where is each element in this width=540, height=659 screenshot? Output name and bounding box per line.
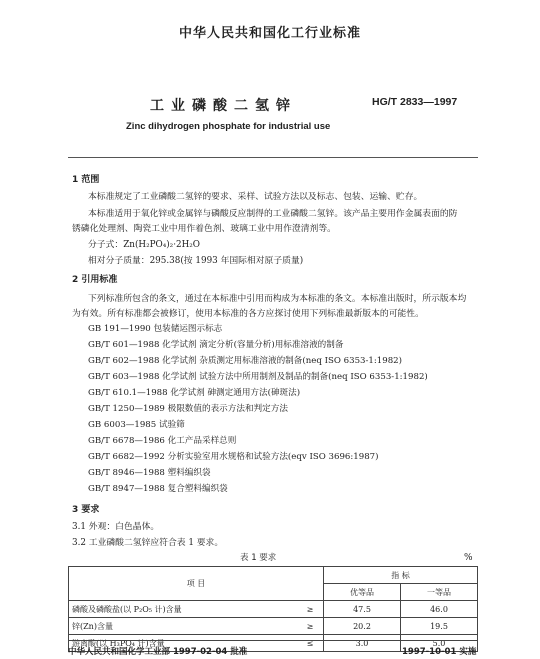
ref-item: GB/T 610.1—1988 化学试剂 砷测定通用方法(砷斑法) [88, 388, 301, 398]
col-header-superior: 优等品 [324, 584, 401, 601]
effective-date: 1997-10-01 实施 [402, 647, 477, 657]
ref-item: GB/T 1250—1989 极限数值的表示方法和判定方法 [88, 404, 288, 414]
table1-unit: % [464, 553, 473, 563]
row-first: 5.0 [401, 635, 478, 652]
ref-item: GB/T 8947—1988 复合塑料编织袋 [88, 484, 228, 494]
ref-item: GB/T 601—1988 化学试剂 滴定分析(容量分析)用标准溶液的制备 [88, 340, 344, 350]
row-superior: 47.5 [324, 601, 401, 618]
table1-title: 表 1 要求 [240, 553, 277, 563]
standard-number: HG/T 2833—1997 [372, 96, 458, 108]
section2-para-line1: 下列标准所包含的条文，通过在本标准中引用而构成为本标准的条文。本标准出版时，所示版本均 [88, 294, 467, 304]
molecular-formula: 分子式：Zn(H₂PO₄)₂·2H₂O [88, 240, 201, 250]
footer-rule [68, 640, 478, 641]
row-first: 46.0 [401, 601, 478, 618]
approval-line: 中华人民共和国化学工业部 1997-02-04 批准 [68, 647, 248, 657]
section1-heading: 1 范围 [72, 175, 100, 185]
row-operator: ≥ [297, 618, 324, 635]
header-rule [68, 157, 478, 158]
row-name: 磷酸及磷酸盐(以 P₂O₅ 计)含量 [69, 601, 298, 618]
molecular-mass: 相对分子质量：295.38(按 1993 年国际相对原子质量) [88, 256, 304, 266]
col-header-first: 一等品 [401, 584, 478, 601]
ref-item: GB/T 6678—1986 化工产品采样总则 [88, 436, 237, 446]
ref-item: GB/T 602—1988 化学试剂 杂质测定用标准溶液的制备(neq ISO 6353-1:1982) [88, 356, 402, 366]
english-title: Zinc dihydrogen phosphate for industrial use [126, 121, 331, 132]
section3-heading: 3 要求 [72, 505, 100, 515]
row-superior: 20.2 [324, 618, 401, 635]
row-name: 游离酸(以 H₃PO₄ 计)含量 [69, 635, 298, 652]
col-header-index: 指 标 [324, 567, 478, 584]
ref-item: GB 191—1990 包装储运图示标志 [88, 324, 223, 334]
document-title: 工业磷酸二氢锌 [150, 98, 297, 114]
section1-para2-line2: 锈磷化处理剂、陶瓷工业中用作着色剂、玻璃工业中用作澄清剂等。 [72, 224, 336, 234]
ref-item: GB 6003—1985 试验筛 [88, 420, 185, 430]
section2-heading: 2 引用标准 [72, 275, 118, 285]
col-header-item: 项 目 [69, 567, 324, 601]
section1-para2-line1: 本标准适用于氧化锌或金属锌与磷酸反应制得的工业磷酸二氢锌。该产品主要用作金属表面的防 [88, 209, 458, 219]
table-row [69, 618, 478, 635]
row-name: 锌(Zn)含量 [69, 618, 298, 635]
row-first: 19.5 [401, 618, 478, 635]
row-operator: ≥ [297, 601, 324, 618]
section3-item2: 3.2 工业磷酸二氢锌应符合表 1 要求。 [72, 538, 224, 548]
ref-item: GB/T 603—1988 化学试剂 试验方法中所用制剂及制品的制备(neq ISO 6353-1:1982) [88, 372, 428, 382]
issuer-title: 中华人民共和国化工行业标准 [178, 26, 361, 41]
section2-para-line2: 为有效。所有标准都会被修订，使用本标准的各方应探讨使用下列标准最新版本的可能性。 [72, 309, 424, 319]
section1-para1: 本标准规定了工业磷酸二氢锌的要求、采样、试验方法以及标志、包装、运输、贮存。 [88, 192, 423, 202]
ref-item: GB/T 8946—1988 塑料编织袋 [88, 468, 211, 478]
table-row [69, 601, 478, 618]
row-superior: 3.0 [324, 635, 401, 652]
row-operator: ≤ [297, 635, 324, 652]
ref-item: GB/T 6682—1992 分析实验室用水规格和试验方法(eqv ISO 3696:1987) [88, 452, 379, 462]
section3-item1: 3.1 外观：白色晶体。 [72, 522, 160, 532]
